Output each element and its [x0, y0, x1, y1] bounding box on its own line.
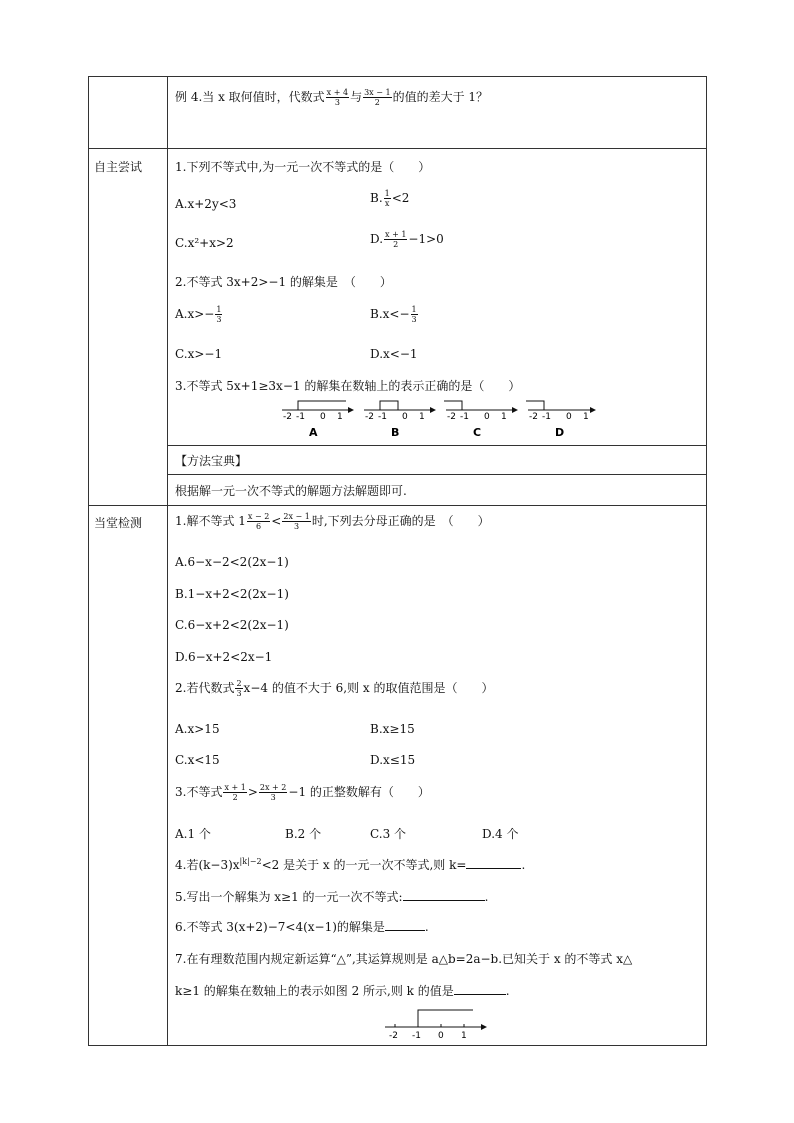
- s1-q1-option-d: D. $\frac{x + 1}{2}$ −1>0: [370, 230, 444, 249]
- answer-blank[interactable]: [466, 856, 521, 869]
- s1-q3-number-lines: [278, 398, 598, 440]
- tick-label: 0: [402, 412, 408, 422]
- s2-q2-option-c: C.x<15: [175, 753, 220, 767]
- tick-label: 1: [583, 412, 589, 422]
- tick-label: -1: [412, 1031, 421, 1041]
- s2-q1-option-b: B.1−x+2<2(2x−1): [175, 587, 289, 601]
- row-divider-2: [88, 505, 707, 506]
- s2-q7-line1: 7.在有理数范围内规定新运算“△”,其运算规则是 a△b=2a−b.已知关于 x 的不等式 x△: [175, 952, 633, 966]
- s1-q2-option-c: C.x>−1: [175, 347, 223, 361]
- tick-label: 0: [320, 412, 326, 422]
- axis-label-a: A: [309, 426, 318, 439]
- s2-q7-number-line: [383, 1005, 493, 1041]
- row-divider-1: [88, 148, 707, 149]
- s1-q1-option-b: B. $\frac{1}{x}$ <2: [370, 189, 410, 208]
- row-divider-method-title: [167, 445, 707, 446]
- answer-blank[interactable]: [385, 918, 425, 931]
- fraction: $\frac{3x - 1}{2}$: [364, 88, 391, 107]
- s1-q1-stem: 1.下列不等式中,为一元一次不等式的是（ ）: [175, 160, 431, 174]
- s1-q2-stem: 2.不等式 3x+2>−1 的解集是 （ ）: [175, 275, 392, 289]
- number-line-b: [364, 401, 436, 439]
- s1-q1-option-a: A.x+2y<3: [175, 197, 237, 211]
- s2-q7-line2: k≥1 的解集在数轴上的表示如图 2 所示,则 k 的值是 .: [175, 984, 510, 998]
- tick-label: -1: [460, 412, 469, 422]
- s2-q3-option-a: A.1 个: [175, 827, 211, 841]
- tick-label: 1: [337, 412, 343, 422]
- tick-label: -2: [389, 1031, 398, 1041]
- s2-q1-option-c: C.6−x+2<2(2x−1): [175, 618, 289, 632]
- s2-q2-option-a: A.x>15: [175, 722, 220, 736]
- tick-label: -1: [296, 412, 305, 422]
- tick-label: 0: [438, 1031, 444, 1041]
- axis-label-c: C: [473, 426, 482, 439]
- s2-q2-option-b: B.x≥15: [370, 722, 415, 736]
- s1-q2-option-d: D.x<−1: [370, 347, 418, 361]
- number-line-a: [282, 401, 354, 439]
- number-line-d: [526, 401, 596, 439]
- tick-label: -2: [447, 412, 456, 422]
- s2-q2-stem: 2.若代数式 $\frac{2}{3}$ x−4 的值不大于 6,则 x 的取值范围是（ ）: [175, 679, 494, 698]
- fraction: $\frac{x + 4}{3}$: [326, 88, 349, 107]
- table-column-divider: [167, 76, 168, 1046]
- s2-q3-option-c: C.3 个: [370, 827, 407, 841]
- s2-q6: 6.不等式 3(x+2)−7<4(x−1)的解集是 .: [175, 920, 429, 934]
- tick-label: -2: [529, 412, 538, 422]
- tick-label: 0: [566, 412, 572, 422]
- s2-q1-option-a: A.6−x−2<2(2x−1): [175, 555, 289, 569]
- tick-label: 1: [419, 412, 425, 422]
- section-label-self-try: 自主尝试: [94, 160, 143, 174]
- tick-label: -1: [378, 412, 387, 422]
- method-text: 根据解一元一次不等式的解题方法解题即可.: [175, 484, 407, 498]
- s1-q1-option-c: C.x²+x>2: [175, 236, 234, 250]
- section-label-class-test: 当堂检测: [94, 516, 143, 530]
- s2-q4: 4.若$(k-3)x^{|k|-2}<2$ 是关于 x 的一元一次不等式,则 k= .: [175, 857, 526, 872]
- row-divider-method-text: [167, 474, 707, 475]
- number-line-c: [444, 401, 518, 439]
- answer-blank[interactable]: [454, 982, 506, 995]
- s1-q2-option-b: B.x<− $\frac{1}{3}$: [370, 305, 417, 324]
- method-title: 【方法宝典】: [175, 454, 248, 468]
- table-border-top: [88, 76, 707, 77]
- s2-q3-stem: 3.不等式 $\frac{x + 1}{2}$ > $\frac{2x + 2}{3}$ −1 的正整数解有（ ）: [175, 783, 430, 802]
- axis-label-d: D: [555, 426, 565, 439]
- s2-q5: 5.写出一个解集为 x≥1 的一元一次不等式: .: [175, 890, 489, 904]
- axis-label-b: B: [391, 426, 400, 439]
- table-border-bottom: [88, 1045, 707, 1046]
- tick-label: 1: [461, 1031, 467, 1041]
- s2-q3-option-b: B.2 个: [285, 827, 322, 841]
- tick-label: -2: [365, 412, 374, 422]
- answer-blank[interactable]: [403, 888, 485, 901]
- example-4: 例 4.当 x 取何值时，代数式 $\frac{x + 4}{3}$ 与 $\frac{3x - 1}{2}$ 的值的差大于 1？: [175, 88, 489, 107]
- tick-label: -2: [283, 412, 292, 422]
- s2-q1-stem: 1.解不等式 1 $\frac{x - 2}{6}$ < $\frac{2x - 1}{3}$ 时,下列去分母正确的是 （ ）: [175, 512, 490, 531]
- table-border-left: [88, 76, 89, 1046]
- s2-q1-option-d: D.6−x+2<2x−1: [175, 650, 273, 664]
- s1-q2-option-a: A.x>− $\frac{1}{3}$: [175, 305, 222, 324]
- table-border-right: [706, 76, 707, 1046]
- s1-q3-stem: 3.不等式 5x+1≥3x−1 的解集在数轴上的表示正确的是（ ）: [175, 379, 521, 393]
- tick-label: 1: [501, 412, 507, 422]
- s2-q3-option-d: D.4 个: [482, 827, 519, 841]
- tick-label: -1: [542, 412, 551, 422]
- s2-q2-option-d: D.x≤15: [370, 753, 416, 767]
- tick-label: 0: [484, 412, 490, 422]
